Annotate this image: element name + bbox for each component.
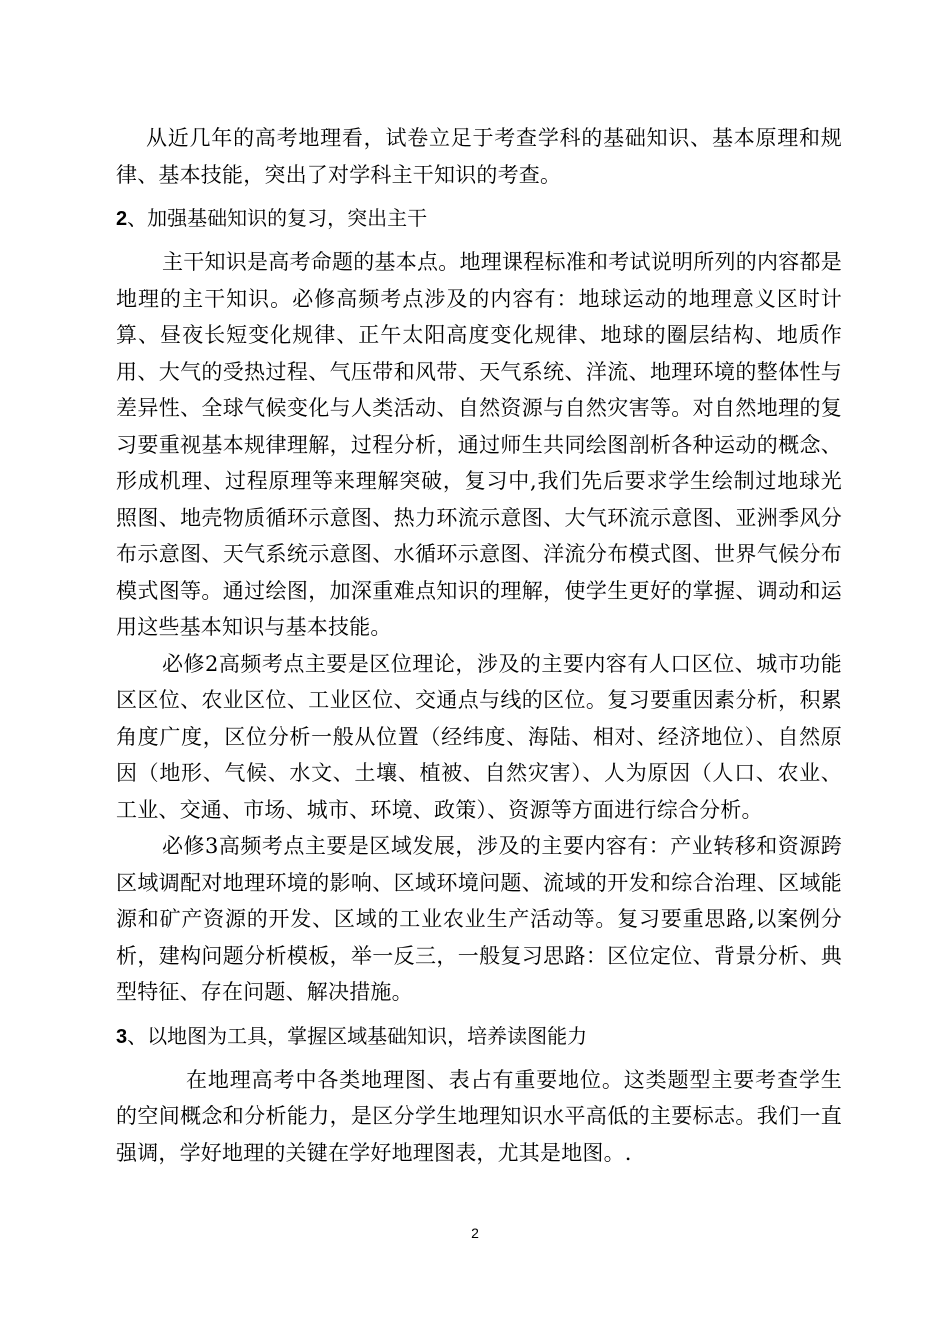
compulsory-3-paragraph: 必修3高频考点主要是区域发展，涉及的主要内容有：产业转移和资源跨区域调配对地理环境的影响、区域环境问题、流域的开发和综合治理、区域能源和矿产资源的开发、区域的工业农业生产活动等。复习要重思路,以案例分析，建构问题分析模板，举一反三，一般复习思路：区位定位、背景分析、典型特征、存在问题、解决措施。 xyxy=(116,834,842,1004)
section-heading-2-text: 、加强基础知识的复习，突出主干 xyxy=(127,206,428,230)
main-knowledge-paragraph: 主干知识是高考命题的基本点。地理课程标准和考试说明所列的内容都是地理的主干知识。必修高频考点涉及的内容有：地球运动的地理意义区时计算、昼夜长短变化规律、正午太阳高度变化规律、地球的圈层结构、地质作用、大气的受热过程、气压带和风带、天气系统、洋流、地理环境的整体性与差异性、全球气候变化与人类活动、自然资源与自然灾害等。对自然地理的复习要重视基本规律理解，过程分析，通过师生共同绘图剖析各种运动的概念、形成机理、过程原理等来理解突破，复习中,我们先后要求学生绘制过地球光照图、地壳物质循环示意图、热力环流示意图、大气环流示意图、亚洲季风分布示意图、天气系统示意图、水循环示意图、洋流分布模式图、世界气候分布模式图等。通过绘图，加深重难点知识的理解，使学生更好的掌握、调动和运用这些基本知识与基本技能。 xyxy=(116,250,842,639)
section-heading-2-number: 2 xyxy=(116,208,128,230)
document-body xyxy=(116,120,842,1171)
page-number: 2 xyxy=(471,1225,479,1241)
intro-paragraph: 从近几年的高考地理看，试卷立足于考查学科的基础知识、基本原理和规律、基本技能，突出了对学科主干知识的考查。 xyxy=(116,126,842,187)
section-heading-3-number: 3 xyxy=(116,1025,128,1048)
compulsory-2-paragraph: 必修2高频考点主要是区位理论，涉及的主要内容有人口区位、城市功能区区位、农业区位、工业区位、交通点与线的区位。复习要重因素分析，积累角度广度，区位分析一般从位置（经纬度、海陆、相对、经济地位）、自然原因（地形、气候、水文、土壤、植被、自然灾害）、人为原因（人口、农业、工业、交通、市场、城市、环境、政策）、资源等方面进行综合分析。 xyxy=(116,651,842,822)
section-heading-2 xyxy=(116,195,842,242)
maps-paragraph: 在地理高考中各类地理图、表占有重要地位。这类题型主要考查学生的空间概念和分析能力，是区分学生地理知识水平高低的主要标志。我们一直强调，学好地理的关键在学好地理图表，尤其是地图。. xyxy=(116,1067,842,1165)
section-heading-3 xyxy=(116,1013,842,1060)
section-heading-3-text: 、以地图为工具，掌握区域基础知识，培养读图能力 xyxy=(127,1023,588,1048)
